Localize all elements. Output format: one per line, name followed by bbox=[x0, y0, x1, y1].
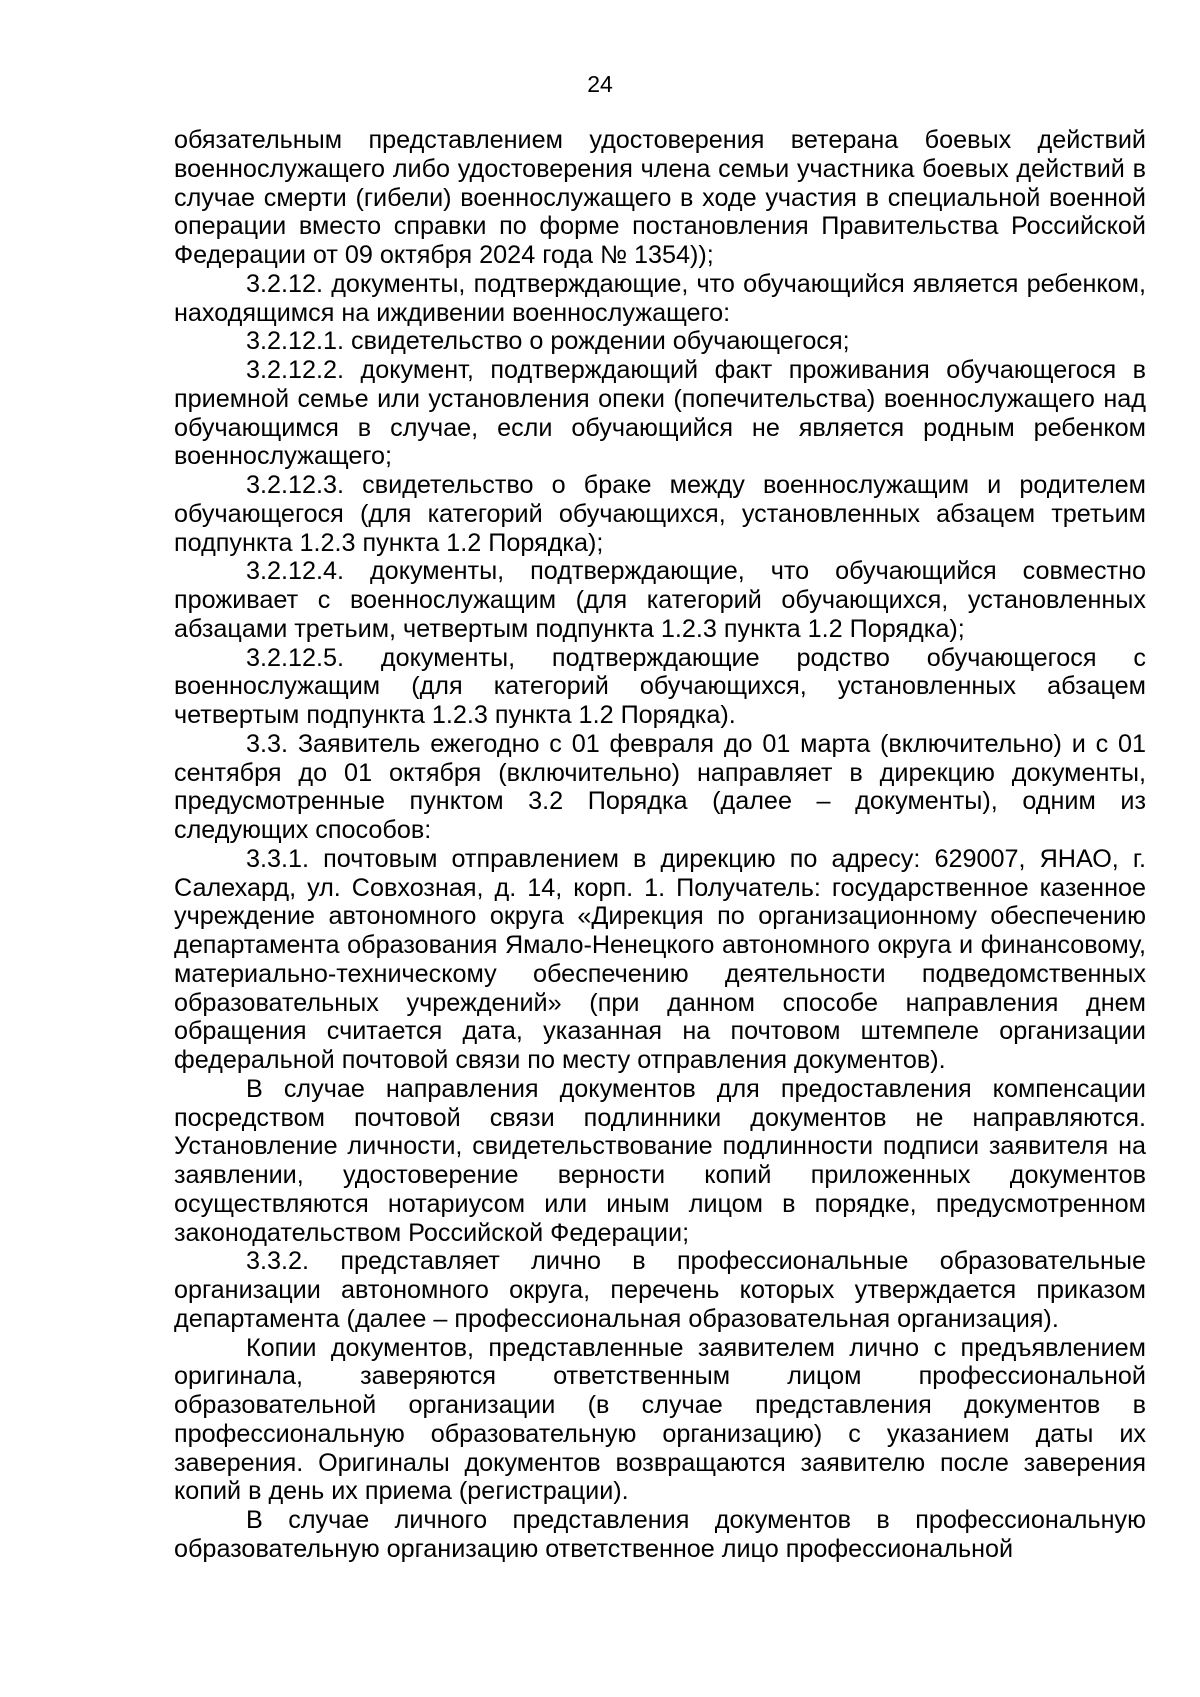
paragraph-3-2-12-2: 3.2.12.2. документ, подтверждающий факт проживания обучающегося в приемной семье или установления опеки (попечительства) военнослужащего над обучающимся в случае, если обучающийся не является родным ребенком военнослужащего; bbox=[174, 356, 1146, 471]
paragraph-3-2-12-1: 3.2.12.1. свидетельство о рождении обучающегося; bbox=[246, 327, 850, 356]
page-number: 24 bbox=[587, 71, 613, 97]
paragraph-3-2-12-3: 3.2.12.3. свидетельство о браке между военнослужащим и родителем обучающегося (для категорий обучающихся, установленных абзацем третьим подпункта 1.2.3 пункта 1.2 Порядка); bbox=[174, 471, 1146, 557]
paragraph-3-2-12-4: 3.2.12.4. документы, подтверждающие, что обучающийся совместно проживает с военнослужащим (для категорий обучающихся, установленных абзацами третьим, четвертым подпункта 1.2.3 пункта 1.2 Порядка); bbox=[174, 557, 1146, 643]
paragraph-3-2-12-5: 3.2.12.5. документы, подтверждающие родство обучающегося с военнослужащим (для категорий обучающихся, установленных абзацем четвертым подпункта 1.2.3 пункта 1.2 Порядка). bbox=[174, 643, 1146, 729]
paragraph-personal-submission: В случае личного представления документов в профессиональную образовательную организацию ответственное лицо профессиональной bbox=[174, 1506, 1146, 1563]
paragraph-3-3-1: 3.3.1. почтовым отправлением в дирекцию по адресу: 629007, ЯНАО, г. Салехард, ул. Совхозная, д. 14, корп. 1. Получатель: государственное казенное учреждение автономного округа «Дирекция по организационному обеспечению департамента образования Ямало-Ненецкого автономного округа и финансовому, материально-техническому обеспечению деятельности подведомственных образовательных учреждений» (при данном способе направления днем обращения считается дата, указанная на почтовом штемпеле организации федеральной почтовой связи по месту отправления документов). bbox=[174, 844, 1146, 1074]
paragraph-3-3-2: 3.3.2. представляет лично в профессиональные образовательные организации автономного округа, перечень которых утверждается приказом департамента (далее – профессиональная образовательная организация). bbox=[174, 1247, 1146, 1333]
paragraph-continuation: обязательным представлением удостоверения ветерана боевых действий военнослужащего либо удостоверения члена семьи участника боевых действий в случае смерти (гибели) военнослужащего в ходе участия в специальной военной операции вместо справки по форме постановления Правительства Российской Федерации от 09 октября 2024 года № 1354)); bbox=[174, 126, 1146, 269]
paragraph-3-2-12: 3.2.12. документы, подтверждающие, что обучающийся является ребенком, находящимся на иждивении военнослужащего: bbox=[174, 269, 1146, 327]
paragraph-copies: Копии документов, представленные заявителем лично с предъявлением оригинала, заверяются ответственным лицом профессиональной образовательной организации (в случае представления документов в профессиональную образовательную организацию) с указанием даты их заверения. Оригиналы документов возвращаются заявителю после заверения копий в день их приема (регистрации). bbox=[174, 1333, 1146, 1506]
document-body bbox=[174, 126, 1146, 1564]
paragraph-postal-note: В случае направления документов для предоставления компенсации посредством почтовой связи подлинники документов не направляются. Установление личности, свидетельствование подлинности подписи заявителя на заявлении, удостоверение верности копий приложенных документов осуществляются нотариусом или иным лицом в порядке, предусмотренном законодательством Российской Федерации; bbox=[174, 1074, 1146, 1247]
paragraph-3-3: 3.3. Заявитель ежегодно с 01 февраля до 01 марта (включительно) и с 01 сентября до 01 октября (включительно) направляет в дирекцию документы, предусмотренные пунктом 3.2 Порядка (далее – документы), одним из следующих способов: bbox=[174, 729, 1146, 844]
